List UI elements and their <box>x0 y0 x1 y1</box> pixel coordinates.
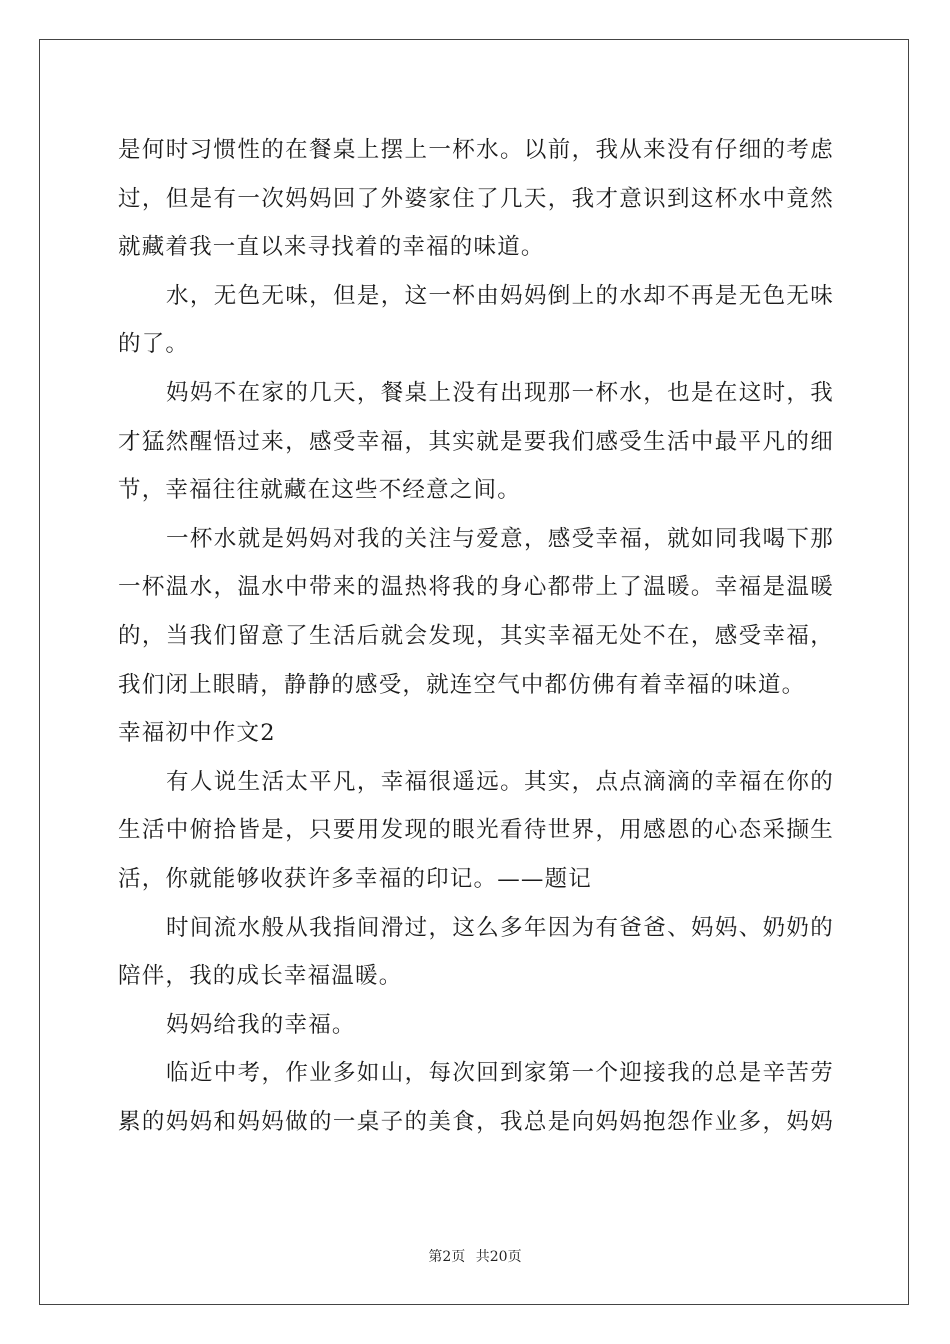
text-line: 妈妈给我的幸福。 <box>166 1011 356 1038</box>
page-number: 第2页 <box>428 1249 466 1265</box>
text-line: 陪伴，我的成长幸福温暖。 <box>118 963 403 990</box>
text-line: 就藏着我一直以来寻找着的幸福的味道。 <box>118 234 545 261</box>
text-line: 有人说生活太平凡，幸福很遥远。其实，点点滴滴的幸福在你的 <box>166 768 834 795</box>
text-line: 生活中俯拾皆是，只要用发现的眼光看待世界，用感恩的心态采撷生 <box>118 817 834 844</box>
text-line: 临近中考，作业多如山，每次回到家第一个迎接我的总是辛苦劳 <box>166 1060 834 1087</box>
section-heading: 幸福初中作文2 <box>118 720 276 747</box>
text-line: 累的妈妈和妈妈做的一桌子的美食，我总是向妈妈抱怨作业多，妈妈 <box>118 1108 834 1135</box>
text-line: 节，幸福往往就藏在这些不经意之间。 <box>118 477 521 504</box>
text-line: 过，但是有一次妈妈回了外婆家住了几天，我才意识到这杯水中竟然 <box>118 185 834 212</box>
page-total: 共20页 <box>475 1249 522 1265</box>
page-footer <box>0 1246 950 1266</box>
text-line: 的，当我们留意了生活后就会发现，其实幸福无处不在，感受幸福， <box>118 622 834 649</box>
text-line: 的了。 <box>118 331 190 358</box>
text-line: 活，你就能够收获许多幸福的印记。——题记 <box>118 865 593 892</box>
text-line: 水，无色无味，但是，这一杯由妈妈倒上的水却不再是无色无味 <box>166 282 834 309</box>
text-line: 时间流水般从我指间滑过，这么多年因为有爸爸、妈妈、奶奶的 <box>166 914 834 941</box>
text-line: 一杯水就是妈妈对我的关注与爱意，感受幸福，就如同我喝下那 <box>166 525 834 552</box>
text-line: 才猛然醒悟过来，感受幸福，其实就是要我们感受生活中最平凡的细 <box>118 428 834 455</box>
text-line: 我们闭上眼睛，静静的感受，就连空气中都仿佛有着幸福的味道。 <box>118 671 806 698</box>
text-line: 妈妈不在家的几天，餐桌上没有出现那一杯水，也是在这时，我 <box>166 379 834 406</box>
document-body <box>118 126 834 1146</box>
text-line: 是何时习惯性的在餐桌上摆上一杯水。以前，我从来没有仔细的考虑 <box>118 137 834 163</box>
text-line: 一杯温水，温水中带来的温热将我的身心都带上了温暖。幸福是温暖 <box>118 574 834 601</box>
